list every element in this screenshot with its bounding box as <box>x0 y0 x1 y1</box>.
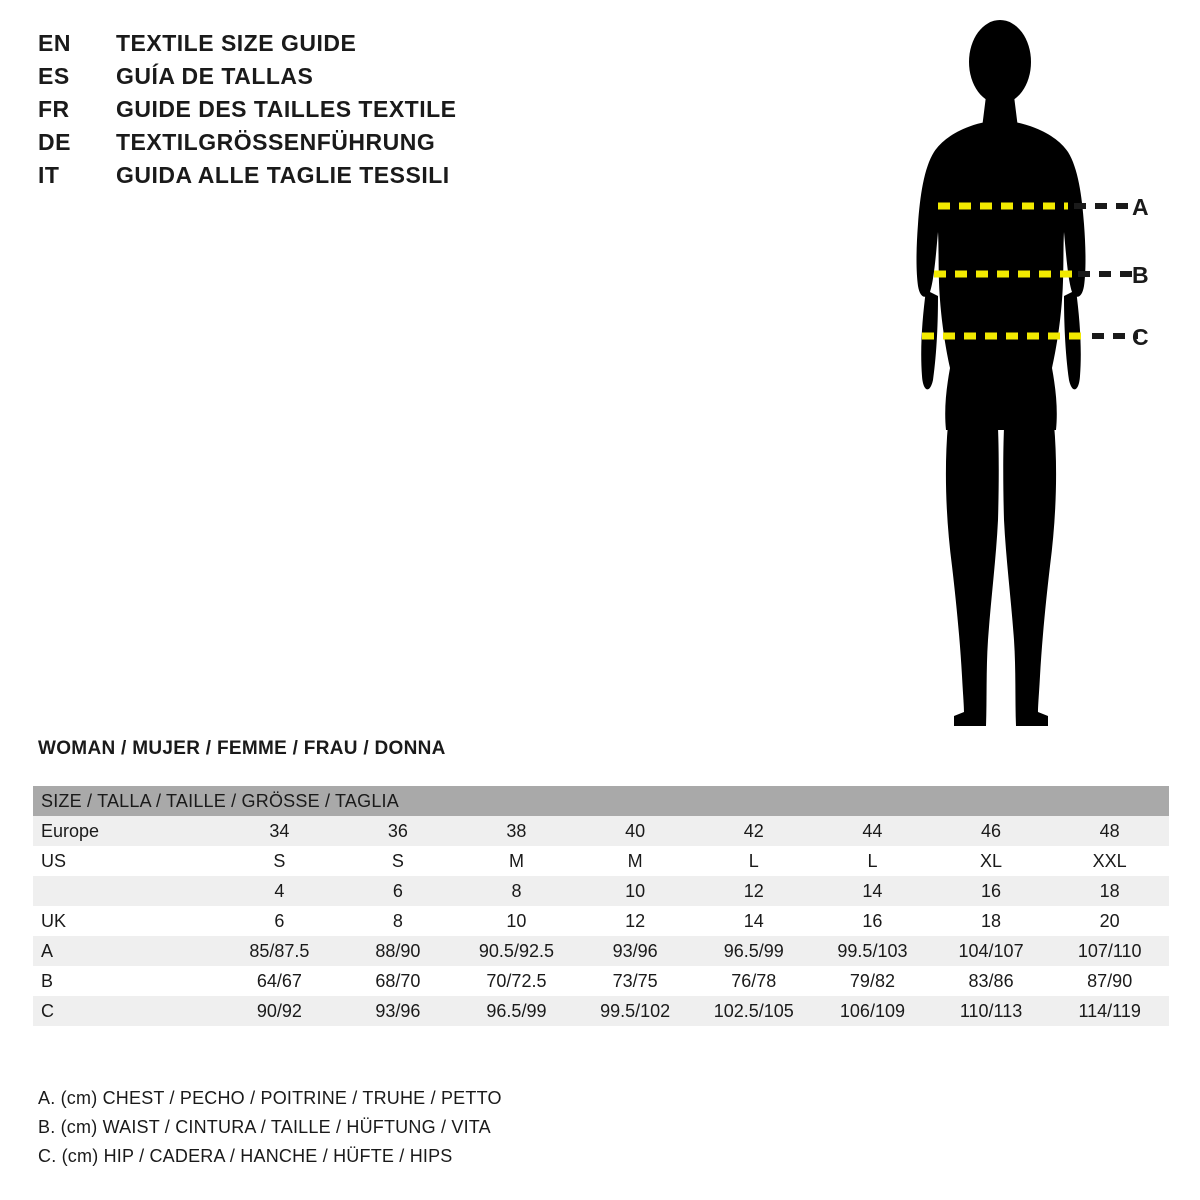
female-silhouette-icon <box>860 0 1200 760</box>
cell-uk-4: 14 <box>743 910 764 931</box>
row-label-a: A <box>41 940 54 961</box>
title-block <box>38 30 678 195</box>
title-row <box>38 129 678 162</box>
cell-a-5: 99.5/103 <box>837 940 908 961</box>
cell-usnum-4: 12 <box>743 880 764 901</box>
cell-uk-7: 20 <box>1099 910 1120 931</box>
cell-uk-1: 8 <box>392 910 403 931</box>
cell-b-5: 79/82 <box>849 970 895 991</box>
cell-europe-3: 40 <box>625 820 646 841</box>
title-row <box>38 63 678 96</box>
cell-c-6: 110/113 <box>959 1000 1023 1021</box>
cell-usnum-1: 6 <box>392 880 403 901</box>
cell-us-4: L <box>748 850 759 871</box>
title-text-en: TEXTILE SIZE GUIDE <box>116 30 357 56</box>
cell-b-2: 70/72.5 <box>486 970 547 991</box>
cell-a-3: 93/96 <box>612 940 658 961</box>
cell-a-2: 90.5/92.5 <box>478 940 554 961</box>
cell-a-7: 107/110 <box>1077 940 1142 961</box>
title-text-fr: GUIDE DES TAILLES TEXTILE <box>116 96 457 122</box>
cell-uk-3: 12 <box>625 910 646 931</box>
title-lang-en: EN <box>38 30 71 56</box>
table-row <box>33 846 1169 876</box>
cell-us-5: L <box>867 850 878 871</box>
cell-europe-6: 46 <box>981 820 1002 841</box>
measure-label-a: A <box>1132 194 1149 220</box>
row-label-b: B <box>41 970 54 991</box>
cell-usnum-3: 10 <box>625 880 646 901</box>
cell-c-1: 93/96 <box>375 1000 421 1021</box>
table-row <box>33 996 1169 1026</box>
cell-usnum-0: 4 <box>274 880 285 901</box>
cell-us-3: M <box>627 850 643 871</box>
cell-b-0: 64/67 <box>256 970 302 991</box>
section-heading: WOMAN / MUJER / FEMME / FRAU / DONNA <box>38 738 446 759</box>
cell-us-0: S <box>273 850 286 871</box>
cell-uk-0: 6 <box>274 910 285 931</box>
cell-c-0: 90/92 <box>256 1000 302 1021</box>
body-figure-area <box>860 0 1200 760</box>
row-label-us: US <box>41 850 67 871</box>
title-text-it: GUIDA ALLE TAGLIE TESSILI <box>116 162 450 188</box>
row-label-uk: UK <box>41 910 67 931</box>
cell-b-6: 83/86 <box>968 970 1014 991</box>
cell-c-3: 99.5/102 <box>600 1000 671 1021</box>
title-text-de: TEXTILGRÖSSENFÜHRUNG <box>116 129 436 155</box>
title-row <box>38 162 678 195</box>
cell-europe-1: 36 <box>387 820 408 841</box>
cell-usnum-6: 16 <box>981 880 1002 901</box>
cell-us-6: XL <box>980 850 1003 871</box>
table-header-row <box>33 786 1169 816</box>
legend-line-a: A. (cm) CHEST / PECHO / POITRINE / TRUHE / PETTO <box>38 1088 502 1108</box>
cell-c-5: 106/109 <box>839 1000 905 1021</box>
row-label-europe: Europe <box>41 820 100 841</box>
table-row <box>33 936 1169 966</box>
cell-b-7: 87/90 <box>1087 970 1133 991</box>
cell-europe-5: 44 <box>862 820 883 841</box>
table-row <box>33 906 1169 936</box>
cell-us-1: S <box>391 850 404 871</box>
measure-label-b: B <box>1132 262 1149 288</box>
title-lang-es: ES <box>38 63 70 89</box>
cell-c-7: 114/119 <box>1078 1000 1141 1021</box>
cell-uk-5: 16 <box>862 910 883 931</box>
cell-europe-4: 42 <box>743 820 764 841</box>
cell-usnum-2: 8 <box>511 880 522 901</box>
title-text-es: GUÍA DE TALLAS <box>116 63 314 89</box>
cell-c-4: 102.5/105 <box>713 1000 794 1021</box>
cell-usnum-5: 14 <box>862 880 883 901</box>
cell-uk-6: 18 <box>981 910 1002 931</box>
row-label-us-numeric <box>33 876 220 906</box>
cell-usnum-7: 18 <box>1099 880 1120 901</box>
cell-b-1: 68/70 <box>375 970 421 991</box>
title-row <box>38 96 678 129</box>
cell-us-2: M <box>508 850 524 871</box>
cell-b-4: 76/78 <box>731 970 777 991</box>
table-row <box>33 876 1169 906</box>
title-lang-fr: FR <box>38 96 70 122</box>
table-header-label: SIZE / TALLA / TAILLE / GRÖSSE / TAGLIA <box>41 790 399 811</box>
legend-line-b: B. (cm) WAIST / CINTURA / TAILLE / HÜFTUNG / VITA <box>38 1117 491 1137</box>
cell-europe-0: 34 <box>269 820 290 841</box>
cell-b-3: 73/75 <box>612 970 658 991</box>
row-label-c: C <box>41 1000 54 1021</box>
cell-europe-7: 48 <box>1099 820 1120 841</box>
cell-a-4: 96.5/99 <box>723 940 784 961</box>
table-row <box>33 966 1169 996</box>
table-row <box>33 816 1169 846</box>
title-lang-de: DE <box>38 129 71 155</box>
cell-us-7: XXL <box>1092 850 1127 871</box>
cell-uk-2: 10 <box>506 910 527 931</box>
title-row <box>38 30 678 63</box>
cell-a-6: 104/107 <box>958 940 1024 961</box>
cell-a-0: 85/87.5 <box>249 940 310 961</box>
cell-a-1: 88/90 <box>375 940 421 961</box>
measurement-legend <box>38 1088 502 1175</box>
title-lang-it: IT <box>38 162 60 188</box>
cell-europe-2: 38 <box>506 820 527 841</box>
size-table <box>33 786 1169 1026</box>
cell-c-2: 96.5/99 <box>486 1000 547 1021</box>
legend-line-c: C. (cm) HIP / CADERA / HANCHE / HÜFTE / HIPS <box>38 1146 453 1166</box>
measure-label-c: C <box>1132 324 1149 350</box>
